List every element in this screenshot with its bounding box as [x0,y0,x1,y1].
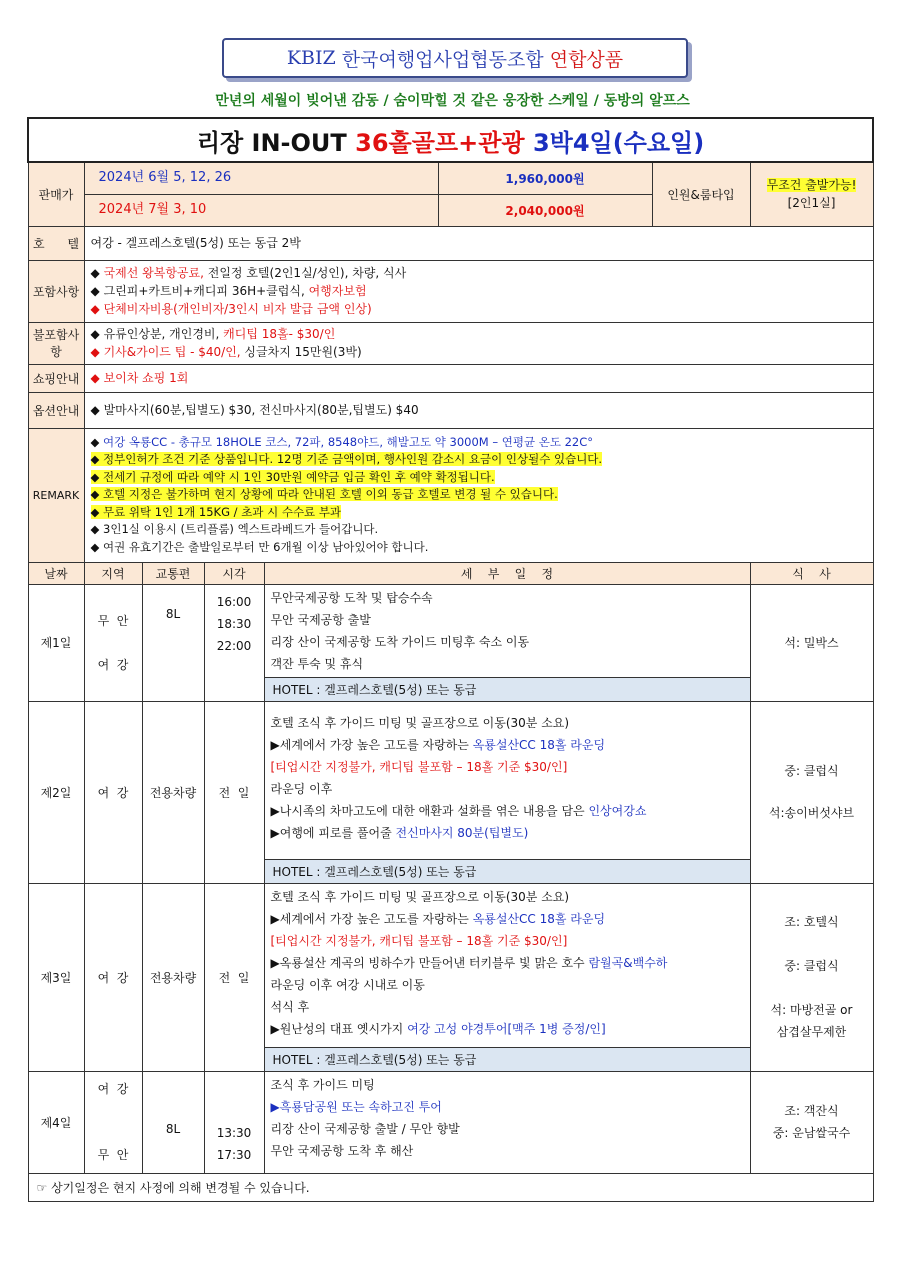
remark-label: REMARK [28,428,84,562]
remark-item: ◆ 여권 유효기간은 출발일로부터 만 6개월 이상 남아있어야 합니다. [90,539,429,554]
excluded-item: ◆ 유류인상분, 개인경비, 캐디팁 18홀- $30/인 [90,327,336,341]
col-region: 지역 [84,562,142,584]
day2-time: 전 일 [204,701,264,883]
day3-region: 여 강 [84,883,142,1071]
day1-transport: 8L [142,584,204,701]
price-dates-2: 2024년 7월 3, 10 [84,194,438,226]
day4-meal: 조: 객잔식 중: 운남쌀국수 [750,1071,873,1173]
included-list [84,260,873,322]
col-transport: 교통편 [142,562,204,584]
day3-label: 제3일 [28,883,84,1071]
itinerary-table [27,117,874,1202]
departure-guarantee: 무조건 출발가능! [766,178,857,193]
hotel-label: 호 텔 [28,226,84,260]
options-info: ◆ 발마사지(60분,팁별도) $30, 전신마사지(80분,팁별도) $40 [84,392,873,428]
included-label: 포함사항 [28,260,84,322]
price-label: 판매가 [28,162,84,226]
day1-schedule: 무안국제공항 도착 및 탑승수속 무안 국제공항 출발 리장 산이 국제공항 도착 가이드 미팅후 숙소 이동 객잔 투숙 및 휴식 [264,584,750,677]
remark-item: ◆ 호텔 지정은 불가하며 현지 상황에 따라 안내된 호텔 이외 동급 호텔로 변경 될 수 있습니다. [90,487,558,502]
day4-schedule: 조식 후 가이드 미팅 ▶흑룡담공원 또는 속하고진 투어 리장 산이 국제공항 출발 / 무안 향발 무안 국제공항 도착 후 해산 [264,1071,750,1173]
day1-label: 제1일 [28,584,84,701]
remark-item: ◆ 전세기 규정에 따라 예약 시 1인 30만원 예약금 입금 확인 후 예약 확정됩니다. [90,469,495,484]
included-item: ◆ 단체비자비용(개인비자/3인시 비자 발급 금액 인상) [90,302,372,316]
options-label: 옵션안내 [28,392,84,428]
shopping-label: 쇼핑안내 [28,364,84,392]
day4-label: 제4일 [28,1071,84,1173]
room-info [750,162,873,226]
product-type: 연합상품 [549,48,624,71]
day2-transport: 전용차량 [142,701,204,883]
day3-hotel: HOTEL : 겔프레스호텔(5성) 또는 동급 [264,1047,750,1071]
remark-list [84,428,873,562]
options-row [28,392,873,428]
day2-hotel: HOTEL : 겔프레스호텔(5성) 또는 동급 [264,859,750,883]
remark-row [28,428,873,562]
day3-transport: 전용차량 [142,883,204,1071]
included-item: ◆ 국제선 왕복항공료, 전일정 호텔(2인1실/성인), 차량, 식사 [90,266,407,280]
footer-note: ☞ 상기일정은 현지 사정에 의해 변경될 수 있습니다. [28,1173,873,1201]
day4-times: 13:30 17:30 [204,1071,264,1173]
excluded-item: ◆ 기사&가이드 팁 - $40/인, 싱글차지 15만원(3박) [90,345,362,359]
day1-meal: 석: 밀박스 [750,584,873,701]
tagline: 만년의 세월이 빚어낸 감동 / 숨이막힐 것 같은 웅장한 스케일 / 동방의 알프스 [215,93,690,109]
day2-region: 여 강 [84,701,142,883]
room-type-label: 인원&룸타입 [652,162,750,226]
included-item: ◆ 그린피+카트비+캐디피 36H+클럽식, 여행자보험 [90,284,367,298]
included-row [28,260,873,322]
price-amount-2: 2,040,000원 [438,194,652,226]
schedule-header [28,562,873,584]
remark-item: ◆ 3인1실 이용시 (트리플룸) 엑스트라베드가 들어갑니다. [90,522,379,537]
day3-schedule: 호텔 조식 후 가이드 미팅 및 골프장으로 이동(30분 소요) ▶세계에서 가장 높은 고도를 자랑하는 옥룡설산CC 18홀 라운딩 [티업시간 지정불가, 캐디팁 불포함 – 18홀 기준 $30/인] ▶옥룡설산 계곡의 빙하수가 만들어낸 터키블루 빛 맑은 호수 람월곡&백수하 라운딩 이후 여강 시내로 이동 석식 후 ▶원난성의 대표 옛시가지 여강 고성 야경투어[맥주 1병 증정/인] [264,883,750,1047]
day3-time: 전 일 [204,883,264,1071]
day1-hotel: HOTEL : 겔프레스호텔(5성) 또는 동급 [264,677,750,701]
hotel-row [28,226,873,260]
day2-label: 제2일 [28,701,84,883]
excluded-label: 불포함사항 [28,322,84,364]
title-row [28,118,873,162]
remark-item: ◆ 무료 위탁 1인 1개 15KG / 초과 시 수수료 부과 [90,504,342,519]
col-day: 날짜 [28,562,84,584]
price-dates-1: 2024년 6월 5, 12, 26 [84,162,438,194]
col-detail: 세 부 일 정 [264,562,750,584]
remark-item: ◆ 정부인허가 조건 기준 상품입니다. 12명 기준 금액이며, 행사인원 감소시 요금이 인상될수 있습니다. [90,452,603,467]
room-type: [2인1실] [787,196,836,211]
excluded-row [28,322,873,364]
day2-meal: 중: 클럽식 석:송이버섯샤브 [750,701,873,883]
col-time: 시각 [204,562,264,584]
day1-region: 무 안 여 강 [84,584,142,701]
day1-row [28,584,873,677]
union-name: 한국여행업사업협동조합 [341,48,544,71]
price-amount-1: 1,960,000원 [438,162,652,194]
excluded-list [84,322,873,364]
union-banner [222,38,688,78]
day4-row [28,1071,873,1173]
day3-row [28,883,873,1047]
shopping-row [28,364,873,392]
col-meal: 식 사 [750,562,873,584]
brand-name: KBIZ [286,47,336,69]
day2-row [28,701,873,859]
day3-meal: 조: 호텔식 중: 클럽식 석: 마방전골 or 삼겹살무제한 [750,883,873,1071]
day4-region: 여 강 무 안 [84,1071,142,1173]
day1-times: 16:00 18:30 22:00 [204,584,264,701]
remark-item: ◆ 여강 옥룡CC - 총규모 18HOLE 코스, 72파, 8548야드, 해발고도 약 3000M – 연평균 온도 22C° [90,434,594,449]
footer-row [28,1173,873,1201]
shopping-info: ◆ 보이차 쇼핑 1회 [84,364,873,392]
page-title: 리장 IN-OUT 36홀골프+관광 3박4일(수요일) [28,118,873,162]
day4-transport: 8L [142,1071,204,1173]
price-row-1 [28,162,873,194]
day2-schedule: 호텔 조식 후 가이드 미팅 및 골프장으로 이동(30분 소요) ▶세계에서 가장 높은 고도를 자랑하는 옥룡설산CC 18홀 라운딩 [티업시간 지정불가, 캐디팁 불포함 – 18홀 기준 $30/인] 라운딩 이후 ▶나시족의 차마고도에 대한 애환과 설화를 엮은 내용을 담은 인상여강쇼 ▶여행에 피로를 풀어줄 전신마사지 80분(팁별도) [264,701,750,859]
hotel-info: 여강 - 겔프레스호텔(5성) 또는 동급 2박 [84,226,873,260]
